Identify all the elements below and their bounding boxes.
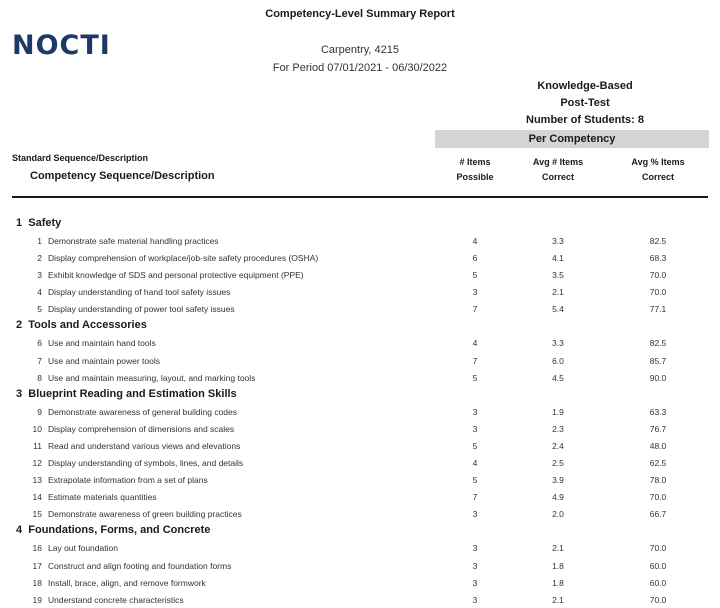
standard-section xyxy=(0,317,720,334)
avg-items-correct-value: 1.8 xyxy=(552,577,564,588)
competency-row xyxy=(0,249,720,266)
items-possible-value: 7 xyxy=(472,304,478,315)
avg-items-correct-value: 1.9 xyxy=(552,406,564,417)
avg-pct-correct-value: 68.3 xyxy=(649,253,667,264)
competency-row xyxy=(0,266,720,283)
competency-row xyxy=(0,471,720,488)
competency-number: 15 xyxy=(32,509,42,520)
competency-description: Read and understand various views and elevations xyxy=(48,440,241,451)
avg-items-correct-value: 4.5 xyxy=(552,372,564,383)
competency-row xyxy=(0,283,720,300)
avg-pct-correct-value: 70.0 xyxy=(649,287,667,298)
competency-row xyxy=(0,403,720,420)
avg-items-header: Avg # Items Correct xyxy=(532,157,584,182)
competency-number: 6 xyxy=(37,338,42,349)
competency-row xyxy=(0,334,720,351)
competency-description: Demonstrate awareness of green building practices xyxy=(48,509,242,520)
items-possible-value: 3 xyxy=(472,560,478,571)
avg-items-correct-value: 3.5 xyxy=(552,270,564,281)
competency-number: 4 xyxy=(37,287,42,298)
standard-section xyxy=(0,386,720,403)
avg-items-correct-value: 3.3 xyxy=(552,236,564,246)
avg-items-correct-value: 4.9 xyxy=(552,492,564,503)
standard-name: Foundations, Forms, and Concrete xyxy=(28,524,211,537)
competency-number: 10 xyxy=(32,423,42,434)
competency-row xyxy=(0,300,720,317)
standard-header: Standard Sequence/Description xyxy=(12,153,149,163)
avg-pct-correct-value: 70.0 xyxy=(649,492,667,503)
competency-description: Use and maintain hand tools xyxy=(48,338,156,349)
competency-row xyxy=(0,232,720,249)
competency-number: 11 xyxy=(33,440,42,451)
per-competency-band: Per Competency xyxy=(435,130,709,148)
standard-title xyxy=(16,524,210,536)
competency-description: Construct and align footing and foundation forms xyxy=(48,560,232,571)
items-possible-value: 3 xyxy=(472,423,478,434)
items-possible-value: 5 xyxy=(472,270,478,281)
competency-description: Display comprehension of dimensions and scales xyxy=(48,423,235,434)
competency-number: 17 xyxy=(32,560,42,571)
avg-items-correct-value: 2.4 xyxy=(552,440,564,451)
avg-items-correct-value: 4.1 xyxy=(552,253,564,264)
avg-pct-correct-value: 60.0 xyxy=(649,577,667,588)
competency-description: Use and maintain measuring, layout, and marking tools xyxy=(48,372,256,383)
nocti-logo: NOCTI xyxy=(12,30,111,61)
competency-number: 18 xyxy=(32,577,42,588)
avg-items-correct-value: 1.8 xyxy=(552,560,564,571)
avg-pct-correct-value: 76.7 xyxy=(649,423,667,434)
competency-number: 8 xyxy=(37,372,42,383)
report-period: For Period 07/01/2021 - 06/30/2022 xyxy=(272,62,448,74)
competency-row xyxy=(0,352,720,369)
items-possible-value: 3 xyxy=(472,543,478,554)
avg-pct-correct-value: 82.5 xyxy=(649,236,667,246)
competency-description: Display understanding of power tool safety issues xyxy=(48,304,235,315)
avg-items-correct-value: 6.0 xyxy=(552,355,564,366)
standard-number: 4 xyxy=(16,524,23,537)
avg-pct-correct-value: 60.0 xyxy=(649,560,667,571)
avg-items-correct-value: 2.1 xyxy=(552,287,564,298)
standard-number: 2 xyxy=(16,319,23,332)
competency-number: 5 xyxy=(37,304,42,315)
competency-row xyxy=(0,454,720,471)
competency-description: Use and maintain power tools xyxy=(48,355,160,366)
avg-items-correct-value: 5.4 xyxy=(552,304,564,315)
items-possible-value: 3 xyxy=(472,594,478,605)
avg-pct-correct-value: 77.1 xyxy=(649,304,667,315)
items-possible-value: 5 xyxy=(472,372,478,383)
competency-number: 1 xyxy=(37,236,42,246)
items-possible-value: 7 xyxy=(472,492,478,503)
program-name: Carpentry, 4215 xyxy=(320,44,400,56)
items-possible-value: 7 xyxy=(472,355,478,366)
competency-description: Display understanding of hand tool safety issues xyxy=(48,287,231,298)
avg-pct-header: Avg % Items Correct xyxy=(631,157,685,182)
competency-description: Demonstrate safe material handling practices xyxy=(48,236,219,246)
competency-row xyxy=(0,488,720,505)
competency-row xyxy=(0,591,720,608)
items-possible-header: # Items Possible xyxy=(456,157,494,182)
competency-description: Lay out foundation xyxy=(48,543,118,554)
competency-number: 3 xyxy=(37,270,42,281)
test-type: Knowledge-Based xyxy=(537,80,633,92)
avg-pct-correct-value: 82.5 xyxy=(649,338,667,349)
standard-number: 1 xyxy=(16,217,23,229)
competency-row xyxy=(0,505,720,522)
header-divider xyxy=(12,196,708,198)
competency-number: 7 xyxy=(37,355,42,366)
avg-items-correct-value: 2.1 xyxy=(552,543,564,554)
competency-description: Demonstrate awareness of general building codes xyxy=(48,406,238,417)
avg-pct-correct-value: 48.0 xyxy=(649,440,667,451)
competency-table xyxy=(0,215,720,608)
items-possible-value: 3 xyxy=(472,577,478,588)
avg-items-correct-value: 2.5 xyxy=(552,458,564,469)
items-possible-value: 4 xyxy=(472,338,478,349)
items-possible-value: 4 xyxy=(472,458,478,469)
avg-pct-correct-value: 63.3 xyxy=(649,406,667,417)
standard-section xyxy=(0,522,720,539)
avg-items-correct-value: 3.3 xyxy=(552,338,564,349)
items-possible-value: 3 xyxy=(472,509,478,520)
competency-row xyxy=(0,437,720,454)
items-possible-value: 3 xyxy=(472,287,478,298)
student-count: Number of Students: 8 xyxy=(526,114,644,126)
standard-title xyxy=(16,388,237,400)
competency-row xyxy=(0,557,720,574)
standard-name: Tools and Accessories xyxy=(28,319,147,332)
avg-pct-correct-value: 90.0 xyxy=(649,372,667,383)
avg-pct-correct-value: 70.0 xyxy=(649,594,667,605)
avg-pct-correct-value: 78.0 xyxy=(649,475,667,486)
competency-number: 2 xyxy=(37,253,42,264)
avg-items-correct-value: 2.0 xyxy=(552,509,564,520)
avg-items-correct-value: 2.1 xyxy=(552,594,564,605)
competency-description: Display comprehension of workplace/job-site safety procedures (OSHA) xyxy=(48,253,319,264)
standard-section xyxy=(0,215,720,232)
competency-number: 14 xyxy=(32,492,42,503)
avg-items-correct-value: 2.3 xyxy=(552,423,564,434)
report-title: Competency-Level Summary Report xyxy=(265,8,455,20)
test-phase: Post-Test xyxy=(560,97,610,109)
competency-row xyxy=(0,420,720,437)
competency-description: Estimate materials quantities xyxy=(48,492,157,503)
competency-description: Install, brace, align, and remove formwork xyxy=(48,577,206,588)
competency-row xyxy=(0,369,720,386)
competency-description: Display understanding of symbols, lines, and details xyxy=(48,458,244,469)
avg-pct-correct-value: 70.0 xyxy=(649,543,667,554)
avg-items-correct-value: 3.9 xyxy=(552,475,564,486)
competency-number: 9 xyxy=(37,406,42,417)
avg-pct-correct-value: 66.7 xyxy=(649,509,667,520)
standard-number: 3 xyxy=(16,387,23,400)
standard-title xyxy=(16,217,61,229)
competency-number: 13 xyxy=(32,475,42,486)
avg-pct-correct-value: 62.5 xyxy=(649,458,667,469)
competency-row xyxy=(0,574,720,591)
competency-description: Exhibit knowledge of SDS and personal protective equipment (PPE) xyxy=(48,270,304,281)
avg-pct-correct-value: 85.7 xyxy=(649,355,667,366)
items-possible-value: 6 xyxy=(472,253,478,264)
avg-pct-correct-value: 70.0 xyxy=(649,270,667,281)
competency-number: 16 xyxy=(32,543,42,554)
competency-row xyxy=(0,539,720,556)
items-possible-value: 5 xyxy=(472,440,478,451)
competency-number: 12 xyxy=(32,458,42,469)
standard-title xyxy=(16,319,147,331)
items-possible-value: 3 xyxy=(472,406,478,417)
items-possible-value: 4 xyxy=(472,236,478,246)
standard-name: Safety xyxy=(28,217,62,229)
competency-description: Extrapolate information from a set of plans xyxy=(48,475,208,486)
competency-header: Competency Sequence/Description xyxy=(30,170,215,182)
items-possible-value: 5 xyxy=(472,475,478,486)
competency-description: Understand concrete characteristics xyxy=(48,594,184,605)
competency-number: 19 xyxy=(32,594,42,605)
standard-name: Blueprint Reading and Estimation Skills xyxy=(28,387,237,400)
